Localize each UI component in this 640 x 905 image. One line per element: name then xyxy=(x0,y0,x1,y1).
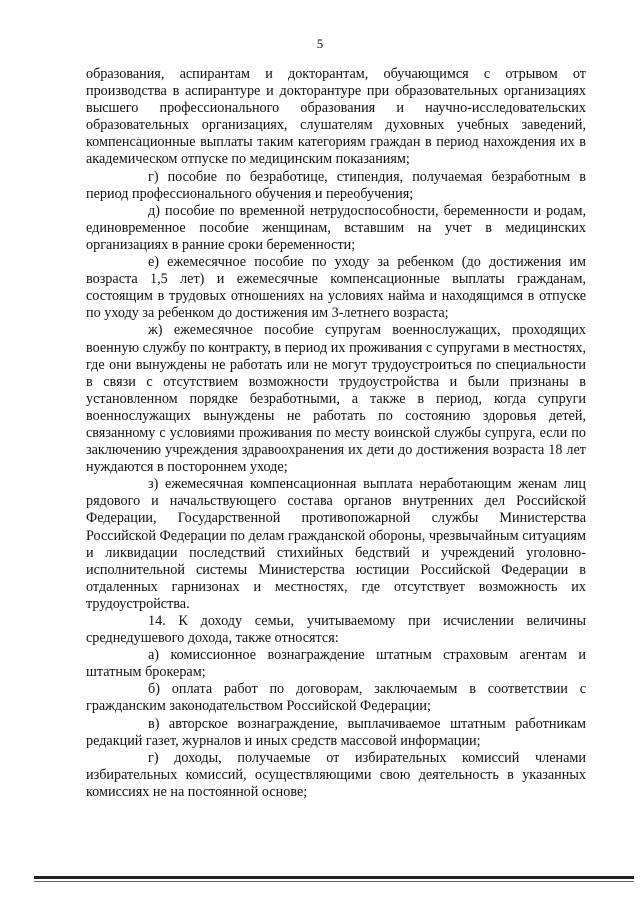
document-body xyxy=(86,66,586,801)
scan-edge-line xyxy=(34,876,634,879)
paragraph-item-a-commission: а) комиссионное вознаграждение штатным страховым агентам и штатным брокерам; xyxy=(86,647,586,681)
paragraph-item-v-author-fees: в) авторское вознаграждение, выплачиваемое штатным работникам редакций газет, журналов и иных средств массовой информации; xyxy=(86,715,586,749)
paragraph-item-g-election-commissions: г) доходы, получаемые от избирательных комиссий членами избирательных комиссий, осуществляющими свою деятельность в указанных комиссиях не на постоянной основе; xyxy=(86,749,586,800)
paragraph-section-14: 14. К доходу семьи, учитываемому при исчислении величины среднедушевого дохода, также относятся: xyxy=(86,613,586,647)
paragraph-item-e-childcare: е) ежемесячное пособие по уходу за ребенком (до достижения им возраста 1,5 лет) и ежемесячные компенсационные выплаты гражданам, состоящим в трудовых отношениях на условиях найма и находящимся в отпуске по уходу за ребенком до достижения им 3-летнего возраста; xyxy=(86,254,586,322)
paragraph-item-b-contracts: б) оплата работ по договорам, заключаемым в соответствии с гражданским законодательством Российской Федерации; xyxy=(86,681,586,715)
paragraph-item-d-disability: д) пособие по временной нетрудоспособности, беременности и родам, единовременное пособие женщинам, вставшим на учет в медицинских организациях в ранние сроки беременности; xyxy=(86,202,586,253)
scan-edge-line-thin xyxy=(34,881,634,882)
paragraph-item-z-compensation: з) ежемесячная компенсационная выплата неработающим женам лиц рядового и начальствующего состава органов внутренних дел Российской Федерации, Государственной противопожарной службы Министерства Российской Федерации по делам гражданской обороны, чрезвычайным ситуациям и ликвидации последствий стихийных бедствий и учреждений уголовно-исполнительной системы Министерства юстиции Российской Федерации в отдаленных гарнизонах и местностях, где отсутствует возможность их трудоустройства. xyxy=(86,476,586,612)
paragraph-item-g-unemployment: г) пособие по безработице, стипендия, получаемая безработным в период профессионального обучения и переобучения; xyxy=(86,168,586,202)
paragraph-item-zh-military-spouses: ж) ежемесячное пособие супругам военнослужащих, проходящих военную службу по контракту, в период их проживания с супругами в местностях, где они вынуждены не работать или не могут трудоустроиться по специальности в связи с отсутствием возможности трудоустройства и были признаны в установленном порядке безработными, а также в период, когда супруги военнослужащих вынуждены не работать по состоянию здоровья детей, связанному с условиями проживания по месту воинской службы супруга, если по заключению учреждения здравоохранения их дети до достижения возраста 18 лет нуждаются в постороннем уходе; xyxy=(86,322,586,476)
page-number: 5 xyxy=(316,36,324,51)
paragraph-continuation: образования, аспирантам и докторантам, обучающимся с отрывом от производства в аспирантуре и докторантуре при образовательных организациях высшего профессионального образования и научно-исследовательских образовательных организациях, слушателям духовных учебных заведений, компенсационные выплаты таким категориям граждан в период нахождения их в академическом отпуске по медицинским показаниям; xyxy=(86,66,586,168)
